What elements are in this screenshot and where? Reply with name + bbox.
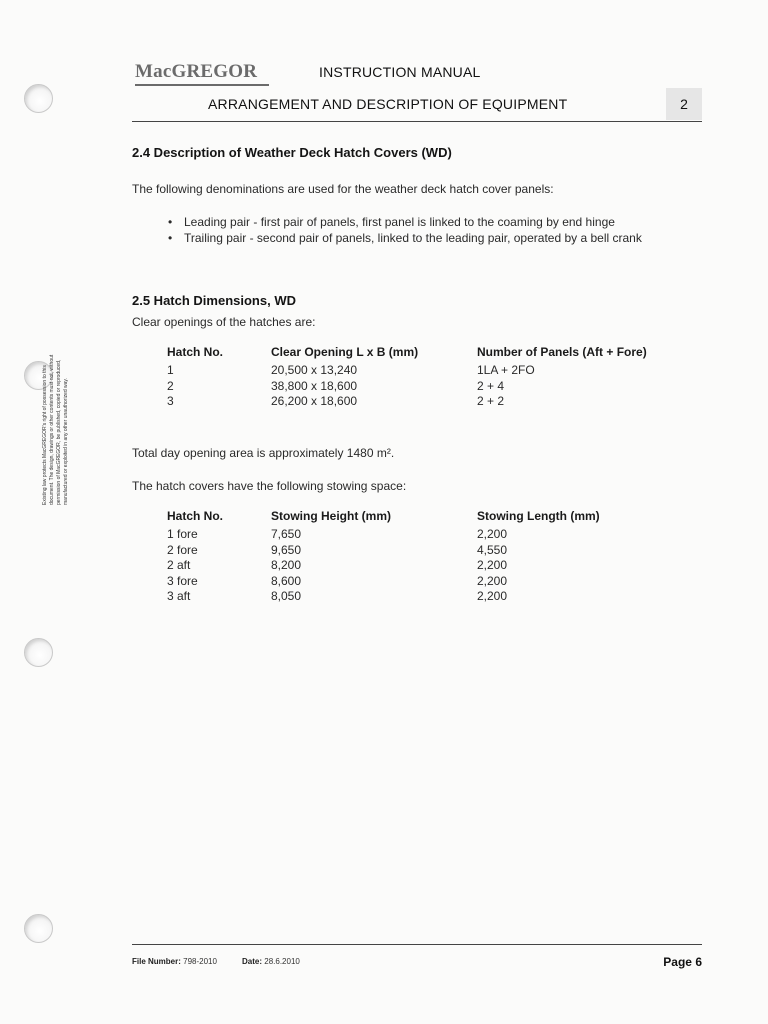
cell-stowing-height: 8,600 [271,573,302,588]
cell-stowing-height: 8,050 [271,589,302,603]
cell-hatch-no: 3 [167,394,174,408]
header-stowing-length: Stowing Length (mm) [477,509,600,523]
cell-stowing-length: 2,200 [477,573,508,588]
copyright-line: permission of MacGREGOR, be published, copied or reproduced, [56,359,62,505]
table-row [167,394,687,410]
panel-denominations-list [168,215,668,247]
header-number-of-panels: Number of Panels (Aft + Fore) [477,345,647,359]
macgregor-logo: MacGREGOR [135,61,258,82]
header-hatch-no: Hatch No. [167,345,224,359]
footer-divider [132,944,702,945]
cell-number-of-panels: 1LA + 2FO [477,363,535,377]
clear-openings-table [167,345,687,410]
list-item: • Trailing pair - second pair of panels, linked to the leading pair, operated by a bell crank [168,231,668,246]
cell-hatch-no: 2 aft [167,558,191,572]
page-number: Page 6 [663,955,702,969]
header-hatch-no: Hatch No. [167,509,224,523]
document-date [242,957,300,966]
punch-hole-3 [24,638,53,667]
section-2-4-heading: 2.4 Description of Weather Deck Hatch Covers (WD) [132,145,452,160]
cell-hatch-no: 1 fore [167,527,198,541]
table-header-row [167,509,687,527]
cell-hatch-no: 2 fore [167,542,198,557]
cell-stowing-length: 2,200 [477,589,508,603]
logo-underline [135,84,269,86]
cell-stowing-height: 9,650 [271,542,302,557]
copyright-line: manufactured or exploited in any other unauthorized way. [63,378,69,505]
section-2-4-intro: The following denominations are used for the weather deck hatch cover panels: [132,182,554,196]
date-value: 28.6.2010 [264,957,300,966]
cell-clear-opening: 26,200 x 18,600 [271,394,358,408]
cell-stowing-length: 4,550 [477,542,508,557]
copyright-line: Existing law protects MacGREGOR's right of possession to this [42,365,48,505]
header-stowing-height: Stowing Height (mm) [271,509,391,523]
manual-title: INSTRUCTION MANUAL [319,64,481,80]
file-number-label: File Number: [132,957,181,966]
cell-stowing-height: 8,200 [271,558,302,572]
table-header-row [167,345,687,363]
file-number [132,957,217,966]
cell-hatch-no: 1 [167,363,174,377]
cell-stowing-length: 2,200 [477,527,508,541]
cell-hatch-no: 3 aft [167,589,191,603]
cell-stowing-length: 2,200 [477,558,508,572]
cell-clear-opening: 20,500 x 13,240 [271,363,358,377]
cell-hatch-no: 2 [167,378,174,393]
header-divider [132,121,702,122]
file-number-value: 798-2010 [183,957,217,966]
table-row [167,527,687,543]
cell-number-of-panels: 2 + 2 [477,394,505,408]
table-row [167,543,687,559]
chapter-title: ARRANGEMENT AND DESCRIPTION OF EQUIPMENT [208,96,568,112]
table-row [167,558,687,574]
cell-clear-opening: 38,800 x 18,600 [271,378,358,393]
stowing-space-table [167,509,687,605]
stowing-intro: The hatch covers have the following stowing space: [132,479,407,493]
table-row [167,379,687,395]
table-row [167,363,687,379]
section-2-5-intro: Clear openings of the hatches are: [132,315,316,329]
copyright-line: document. The design, drawings or other contents must not, without [49,354,55,505]
page-header [132,58,702,124]
total-opening-area: Total day opening area is approximately 1480 m². [132,446,395,460]
cell-hatch-no: 3 fore [167,573,198,588]
header-clear-opening: Clear Opening L x B (mm) [271,345,419,359]
list-item: • Leading pair - first pair of panels, first panel is linked to the coaming by end hinge [168,215,668,230]
punch-hole-4 [24,914,53,943]
punch-hole-1 [24,84,53,113]
date-label: Date: [242,957,263,966]
cell-stowing-height: 7,650 [271,527,302,541]
table-row [167,574,687,590]
copyright-notice [42,265,70,505]
section-2-5-heading: 2.5 Hatch Dimensions, WD [132,293,296,308]
table-row [167,589,687,605]
chapter-number: 2 [666,88,702,120]
page-footer [132,955,702,975]
cell-number-of-panels: 2 + 4 [477,378,505,393]
